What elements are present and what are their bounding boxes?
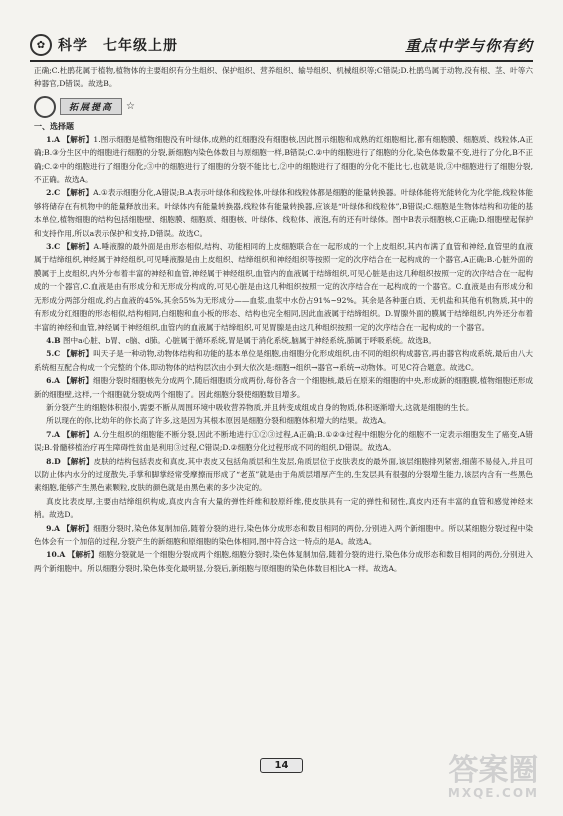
answer-paragraph [34, 414, 533, 427]
answer-paragraph [34, 401, 533, 414]
answer-number: 2.C [46, 188, 61, 198]
analysis-label: 【解析】 [62, 429, 94, 439]
answer-paragraph [34, 133, 533, 187]
analysis-label: 【解析】 [62, 134, 94, 144]
answer-paragraph [34, 495, 533, 522]
top-paragraph: 正确;C.杜鹃花属于植物,植物体的主要组织有分生组织、保护组织、营养组织、输导组织、机械组织等;C错误;D.杜鹃鸟属于动物,没有根、茎、叶等六种器官,D错误。故选B。 [34, 66, 533, 89]
answer-number: 4.B [46, 335, 61, 345]
page-number: 14 [260, 758, 304, 773]
analysis-label: 【解析】 [62, 523, 94, 533]
answer-paragraph [34, 455, 533, 495]
answer-number: 1.A [46, 134, 60, 144]
answer-paragraph [34, 374, 533, 401]
answer-text: 新分裂产生的细胞体积很小,需要不断从周围环境中吸收营养物质,并且转变成组成自身的物质,体积逐渐增大,这就是细胞的生长。 [46, 402, 474, 412]
answer-paragraph [34, 334, 533, 347]
banner-ring-icon [34, 96, 56, 118]
analysis-label: 【解析】 [67, 550, 99, 560]
answer-paragraph [34, 522, 533, 549]
page-header [30, 30, 533, 62]
answer-number: 3.C [46, 242, 61, 252]
answer-text: 细胞分裂时,染色体复制加倍,随着分裂的进行,染色体分成形态和数目相同的两份,分别进入两个新细胞中。所以某细胞分裂过程中染色体会有一个加倍的过程,分裂产生的新细胞和原细胞的染色体相同,图中符合这一特点的是A。故选A。 [34, 523, 533, 546]
section-title: 拓展提高 [60, 98, 122, 115]
answer-list [34, 133, 533, 575]
analysis-label: 【解析】 [62, 188, 94, 198]
answer-paragraph [34, 186, 533, 240]
answer-text: A.唾液腺的最外面是由形态相似,结构、功能相同的上皮细胞联合在一起形成的一个上皮组织,其内布满了血管和神经,血管里的血液属于结缔组织,神经属于神经组织,可见唾液腺是由上皮组织、结缔组织和神经组织等按照一定的次序结合在一起构成的一个器官,A正确;B.心脏外面的膜属于上皮组织,内外分布着丰富的神经和血管,神经属于神经组织,血管内的血液属于结缔组织,可见心脏是由这几种组织按照一定的次序结合在一起构成的一个器官,C.血液是由有形成分和无形成分构成的,可见心脏是由这几种组织按照一定的次序结合在一起构成的一个器官。C.血液是由有形成分和无形成分两部分组成,约占血液的45%,其余55%为无形成分——血浆,血浆中水份占91%~92%。其余是各种蛋白质、无机盐和其他有机物质,其中的有形成分红细胞的形态相似,结构相同,白细胞和血小板的形态、结构也完全相同,因此血液属于结缔组织。D.胃腺外面的膜属于结缔组织,内外还分布着丰富的神经和血管,神经属于神经组织,血管内的血液属于结缔组织,可见胃腺是由这几种组织按照一定的次序结合在一起构成的一个器官。 [34, 242, 533, 332]
answer-text: 细胞分裂就是一个细胞分裂成两个细胞,细胞分裂时,染色体复制加倍,随着分裂的进行,染色体分成形态和数目相同的两份,分别进入两个新细胞中。所以细胞分裂时,染色体变化最明显,分裂后,新细胞与原细胞的染色体数目相比A一样。故选A。 [34, 550, 533, 573]
answer-number: 9.A [46, 523, 60, 533]
answer-text: 叫天子是一种动物,动物体结构和功能的基本单位是细胞,由细胞分化形成组织,由不同的组织构成器官,再由器官构成系统,最后由八大系统相互配合构成一个完整的个体,即动物体的结构层次由小到大依次是:细胞→组织→器官→系统→动物体。可见C符合题意。故选C。 [34, 349, 534, 372]
star-icon: ☆ [126, 101, 135, 113]
answer-text: 真皮比表皮厚,主要由结缔组织构成,真皮内含有大量的弹性纤维和胶原纤维,使皮肤具有一定的弹性和韧性,真皮内还有丰富的血管和感觉神经末梢。故选D。 [34, 496, 533, 520]
answer-paragraph [34, 548, 533, 575]
header-series-title: 重点中学与你有约 [404, 36, 533, 55]
answer-number: 8.D [46, 456, 61, 466]
section-banner [34, 97, 533, 117]
answer-text: 图中a心脏、b胃、c脑、d肺。心脏属于循环系统,胃是属于消化系统,脑属于神经系统,肺属于呼吸系统。故选B。 [62, 335, 436, 345]
header-subject-grade: 科学 七年级上册 [58, 38, 178, 54]
answer-paragraph [34, 240, 533, 334]
watermark-sub: MXQE.COM [447, 786, 539, 800]
answer-text: 皮肤的结构包括表皮和真皮,其中表皮又包括角质层和生发层,角质层位于皮肤表皮的最外面,该层细胞排列紧密,细菌不易侵入,并且可以防止体内水分的过度散失,手掌和脚掌经常受摩擦而形成了“老茧”就是由于角质层增厚产生的,生发层具有很强的分裂增生能力,该层内含有一些黑色素细胞,能够产生黑色素颗粒,皮肤的颜色就是由黑色素的多少决定的。 [34, 456, 534, 493]
analysis-label: 【解析】 [62, 376, 94, 386]
answer-number: 5.C [46, 349, 61, 359]
main-content [34, 64, 533, 575]
answer-text: 所以现在的你,比幼年的你长高了许多,这是因为其根本原因是细胞分裂和细胞体积增大的结果。故选A。 [46, 416, 391, 426]
answer-text: A.①表示细胞分化,A错误;B.A表示叶绿体和线粒体,叶绿体和线粒体都是细胞的能量转换器。叶绿体能将光能转化为化学能,线粒体能够将储存在有机物中的能量释放出来。叶绿体内有能量转换器,线粒体有能量转换器,应该是“叶绿体和线粒体”,B错误;C.细胞是生物体结构和功能的基本单位,植物细胞的结构包括细胞壁、细胞膜、细胞质、细胞核、叶绿体、线粒体、液泡,有的还有叶绿体。图中B表示细胞核,C正确;D.细胞壁起保护和支持作用,所以a表示保护和支持,D错误。故选C。 [34, 188, 534, 238]
answer-number: 7.A [46, 429, 60, 439]
analysis-label: 【解析】 [62, 349, 94, 359]
watermark-main: 答案圈 [448, 753, 539, 788]
analysis-label: 【解析】 [63, 456, 94, 466]
watermark [447, 753, 539, 800]
analysis-label: 【解析】 [62, 242, 94, 252]
answer-number: 6.A [46, 376, 60, 386]
answer-paragraph [34, 347, 533, 374]
section-subheading: 一、选择题 [34, 121, 74, 131]
answer-text: 细胞分裂时细胞核先分成两个,随后细胞质分成两份,每份各含一个细胞核,最后在原来的细胞的中央,形成新的细胞膜,植物细胞还形成新的细胞壁,这样,一个细胞就分裂成两个细胞了。因此细胞分裂使细胞数目增多。 [34, 376, 534, 399]
answer-number: 10.A [46, 550, 66, 560]
answer-text: 1.图示细胞是植物细胞没有叶绿体,成熟的红细胞没有细胞核,因此图示细胞和成熟的红细胞相比,都有细胞膜、细胞质、线粒体,A正确;B.③分生区中的细胞进行细胞的分裂,新细胞内染色体数目与原细胞一样,B错误;C.②中的细胞进行了细胞的分化,染色体数量不变,进行了分化,B不正确;C.②中的细胞进行了细胞分化;③中的细胞进行了细胞的分裂不能比七,②中的细胞进行了细胞的分化不能比七,也就是说,③中细胞进行了细胞分裂,不正确。故选A。 [34, 134, 533, 185]
answer-text: A.分生组织的细胞能不断分裂,因此不断地进行①②③过程,A正确;B.①②③过程中细胞分化的细胞不一定表示细胞发生了癌变,A错误;B.骨髓移植治疗再生障碍性贫血是利用③过程,C错误;D.②细胞分化过程形成不同的组织,D错误。故选A。 [34, 429, 534, 453]
answer-paragraph [34, 428, 533, 455]
school-logo-icon: ✿ [30, 34, 52, 56]
